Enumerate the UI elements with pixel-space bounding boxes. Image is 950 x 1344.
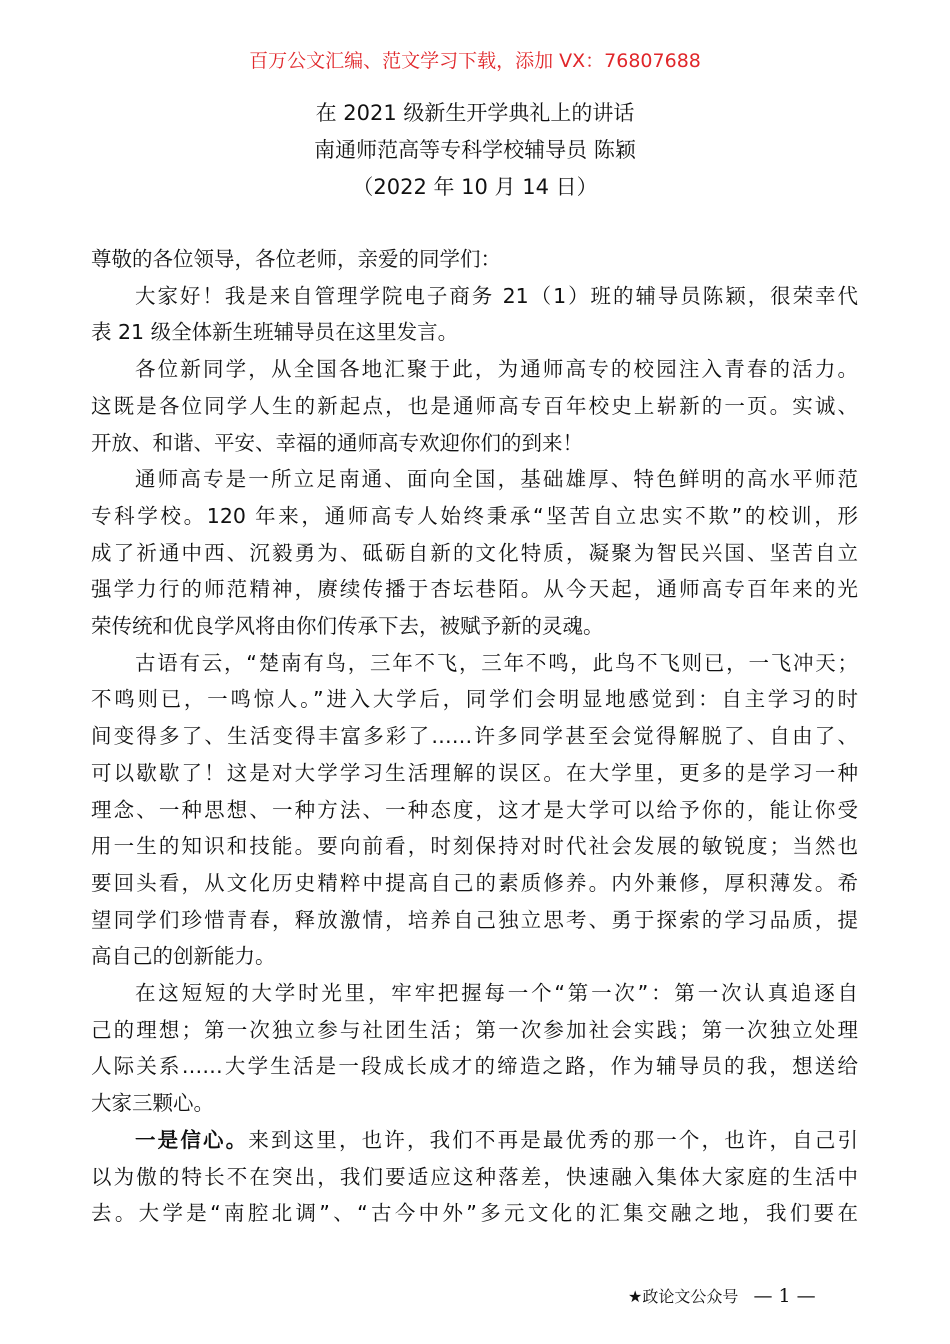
text-line: 通师高专是一所立足南通、面向全国，基础雄厚、特色鲜明的高水平师范 (135, 467, 858, 492)
paragraph (91, 351, 858, 461)
text-line: 去。大学是“南腔北调”、“古今中外”多元文化的汇集交融之地，我们要在 (91, 1201, 858, 1226)
text-line: 古语有云，“楚南有鸟，三年不飞，三年不鸣，此鸟不飞则已，一飞冲天； (135, 650, 858, 675)
paragraph (91, 461, 858, 645)
text-line: 各位新同学，从全国各地汇聚于此，为通师高专的校园注入青春的活力。 (135, 357, 858, 382)
document-body (91, 241, 858, 1232)
paragraph (91, 645, 858, 975)
text-line: 以为傲的特长不在突出，我们要适应这种落差，快速融入集体大家庭的生活中 (91, 1164, 858, 1189)
footer-source: ★政论文公众号 (628, 1287, 739, 1306)
text-line: 尊敬的各位领导，各位老师，亲爱的同学们： (91, 247, 501, 271)
document-title: 在 2021 级新生开学典礼上的讲话 (315, 101, 635, 125)
text-line: 大家好！我是来自管理学院电子商务 21（1）班的辅导员陈颖，很荣幸代 (135, 283, 858, 308)
paragraph (91, 278, 858, 351)
text-line: 高自己的创新能力。 (91, 944, 276, 969)
paragraph (91, 1122, 858, 1232)
text-line (91, 1122, 858, 1159)
watermark-banner: 百万公文汇编、范文学习下载，添加 VX：76807688 (249, 50, 701, 72)
text-line: 在这短短的大学时光里，牢牢把握每一个“第一次”：第一次认真追逐自 (135, 981, 858, 1006)
paragraph (91, 975, 858, 1122)
text-line: 用一生的知识和技能。要向前看，时刻保持对时代社会发展的敏锐度；当然也 (91, 834, 858, 859)
text-line: 表 21 级全体新生班辅导员在这里发言。 (91, 320, 459, 345)
text-line: 不鸣则已，一鸣惊人。”进入大学后，同学们会明显地感觉到：自主学习的时 (91, 687, 858, 712)
text-line: 己的理想；第一次独立参与社团生活；第一次参加社会实践；第一次独立处理 (91, 1017, 858, 1042)
text-line: 荣传统和优良学风将由你们传承下去，被赋予新的灵魂。 (91, 614, 604, 639)
text-line: 望同学们珍惜青春，释放激情，培养自己独立思考、勇于探索的学习品质，提 (91, 907, 858, 932)
text-line: 这既是各位同学人生的新起点，也是通师高专百年校史上崭新的一页。实诚、 (91, 393, 858, 418)
document-author: 南通师范高等专科学校辅导员 陈颖 (314, 138, 636, 162)
text-line: 开放、和谐、平安、幸福的通师高专欢迎你们的到来！ (91, 430, 583, 455)
paragraph (91, 241, 858, 278)
document-date: （2022 年 10 月 14 日） (352, 175, 598, 199)
text-line: 大家三颗心。 (91, 1091, 214, 1116)
bold-lead: 一是信心。 (135, 1127, 249, 1152)
page-footer (628, 1284, 816, 1307)
text-span: 来到这里，也许，我们不再是最优秀的那一个，也许，自己引 (248, 1127, 859, 1152)
text-line: 可以歇歇了！这是对大学学习生活理解的误区。在大学里，更多的是学习一种 (91, 760, 858, 785)
text-line: 专科学校。120 年来，通师高专人始终秉承“坚苦自立忠实不欺”的校训，形 (91, 503, 858, 528)
text-line: 间变得多了、生活变得丰富多彩了……许多同学甚至会觉得解脱了、自由了、 (91, 724, 858, 749)
text-line: 成了祈通中西、沉毅勇为、砥砺自新的文化特质，凝聚为智民兴国、坚苦自立 (91, 540, 858, 565)
text-line: 理念、一种思想、一种方法、一种态度，这才是大学可以给予你的，能让你受 (91, 797, 858, 822)
text-line: 要回头看，从文化历史精粹中提高自己的素质修养。内外兼修，厚积薄发。希 (91, 870, 858, 895)
page-number: — 1 — (753, 1285, 816, 1307)
text-line: 人际关系……大学生活是一段成长成才的缔造之路，作为辅导员的我，想送给 (91, 1054, 858, 1079)
text-line: 强学力行的师范精神，赓续传播于杏坛巷陌。从今天起，通师高专百年来的光 (91, 577, 858, 602)
